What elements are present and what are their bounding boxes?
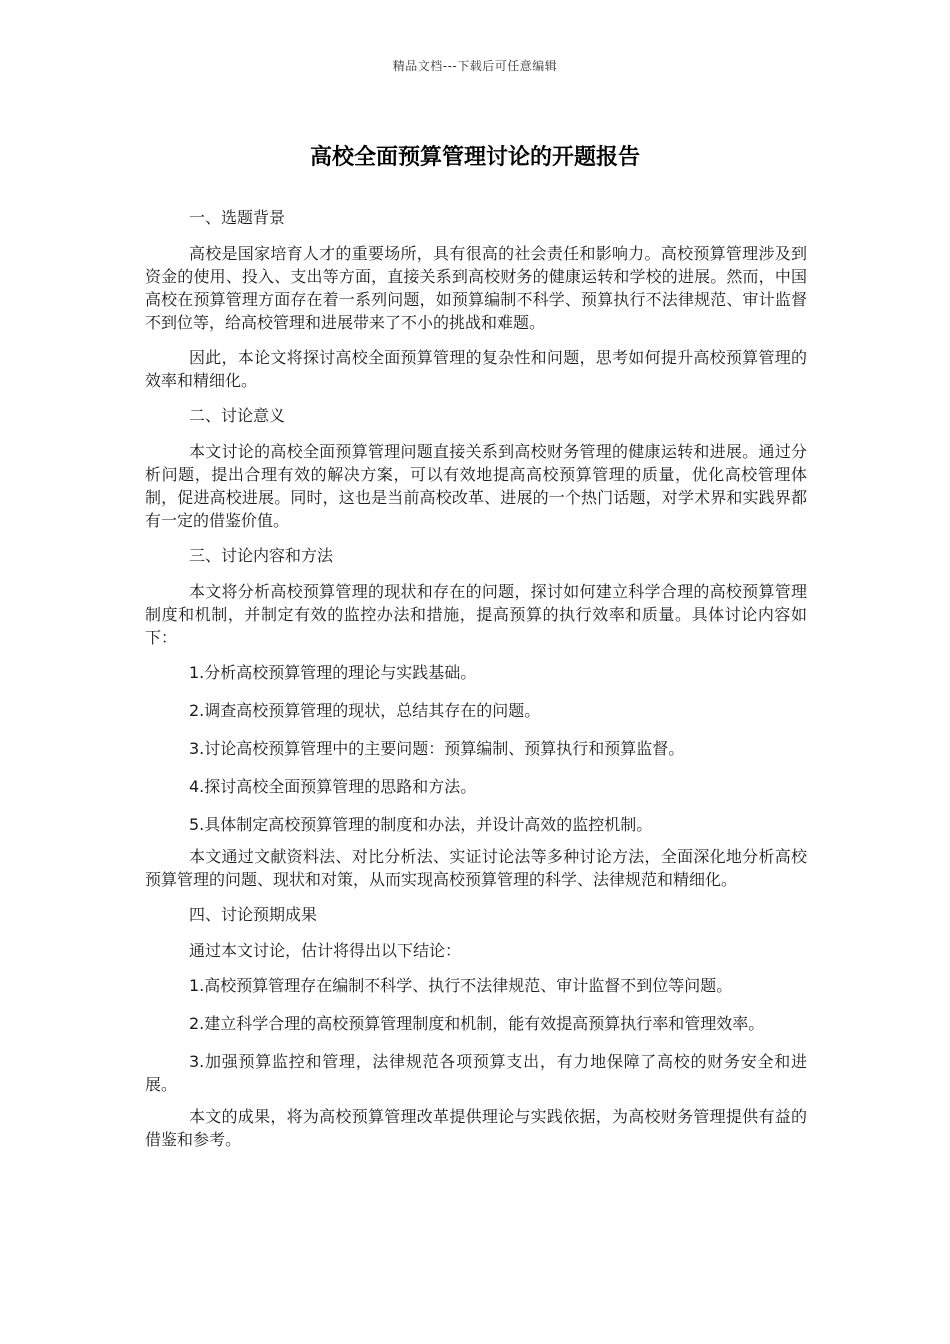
list-item: 3.加强预算监控和管理，法律规范各项预算支出，有力地保障了高校的财务安全和进展。 bbox=[145, 1052, 807, 1094]
paragraph-significance: 本文讨论的高校全面预算管理问题直接关系到高校财务管理的健康运转和进展。通过分析问题，提出合理有效的解决方案，可以有效地提高高校预算管理的质量，优化高校管理体制，促进高校进展。同时，这也是当前高校改革、进展的一个热门话题，对学术界和实践界都有一定的借鉴价值。 bbox=[145, 442, 807, 530]
document-title: 高校全面预算管理讨论的开题报告 bbox=[309, 145, 640, 170]
list-item: 4.探讨高校全面预算管理的思路和方法。 bbox=[189, 777, 477, 796]
section-heading-expected-results: 四、讨论预期成果 bbox=[189, 905, 318, 924]
list-item: 3.讨论高校预算管理中的主要问题：预算编制、预算执行和预算监督。 bbox=[189, 739, 685, 758]
paragraph-content-intro: 本文将分析高校预算管理的现状和存在的问题，探讨如何建立科学合理的高校预算管理制度和机制，并制定有效的监控办法和措施，提高预算的执行效率和质量。具体讨论内容如下： bbox=[145, 582, 807, 647]
section-heading-content-methods: 三、讨论内容和方法 bbox=[189, 546, 334, 565]
list-item: 5.具体制定高校预算管理的制度和办法，并设计高效的监控机制。 bbox=[189, 815, 653, 834]
section-heading-background: 一、选题背景 bbox=[189, 208, 286, 227]
paragraph-results-intro: 通过本文讨论，估计将得出以下结论： bbox=[189, 941, 462, 960]
document-body bbox=[145, 206, 807, 1163]
paragraph-background-1: 高校是国家培育人才的重要场所，具有很高的社会责任和影响力。高校预算管理涉及到资金的使用、投入、支出等方面，直接关系到高校财务的健康运转和学校的进展。然而，中国高校在预算管理方面存在着一系列问题，如预算编制不科学、预算执行不法律规范、审计监督不到位等，给高校管理和进展带来了不小的挑战和难题。 bbox=[145, 244, 807, 332]
paragraph-background-2: 因此，本论文将探讨高校全面预算管理的复杂性和问题，思考如何提升高校预算管理的效率和精细化。 bbox=[145, 348, 807, 390]
list-item: 1.高校预算管理存在编制不科学、执行不法律规范、审计监督不到位等问题。 bbox=[189, 976, 733, 995]
header-note: 精品文档---下载后可任意编辑 bbox=[392, 59, 558, 73]
paragraph-results-conclusion: 本文的成果，将为高校预算管理改革提供理论与实践依据，为高校财务管理提供有益的借鉴和参考。 bbox=[145, 1107, 807, 1149]
section-heading-significance: 二、讨论意义 bbox=[189, 406, 286, 425]
paragraph-methods: 本文通过文献资料法、对比分析法、实证讨论法等多种讨论方法，全面深化地分析高校预算管理的问题、现状和对策，从而实现高校预算管理的科学、法律规范和精细化。 bbox=[145, 847, 807, 889]
list-item: 1.分析高校预算管理的理论与实践基础。 bbox=[189, 663, 477, 682]
list-item: 2.建立科学合理的高校预算管理制度和机制，能有效提高预算执行率和管理效率。 bbox=[189, 1014, 765, 1033]
list-item: 2.调查高校预算管理的现状，总结其存在的问题。 bbox=[189, 701, 541, 720]
